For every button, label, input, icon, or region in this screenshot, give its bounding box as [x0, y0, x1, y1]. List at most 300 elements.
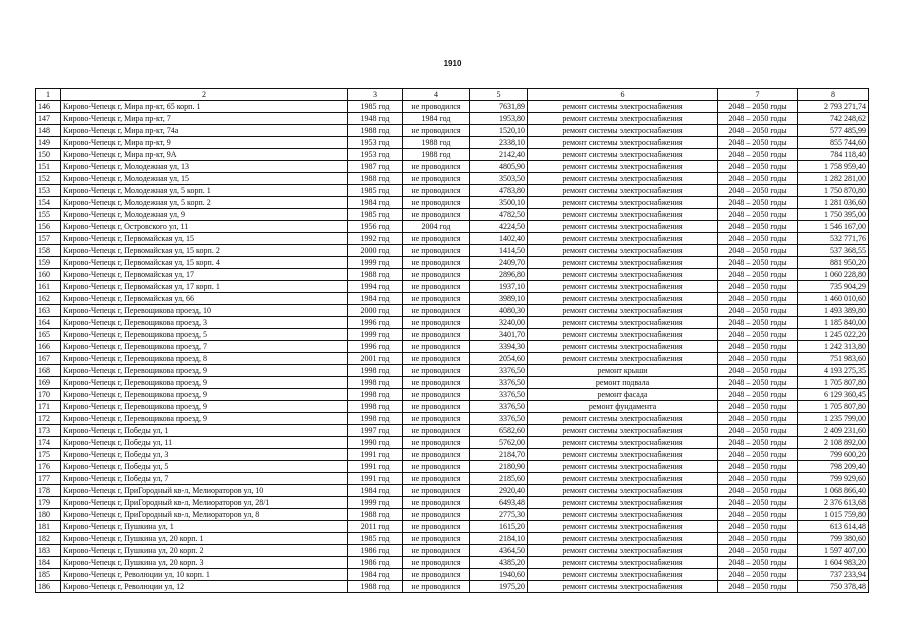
area-cell: 2409,70 — [470, 257, 528, 269]
table-row — [36, 125, 869, 137]
period-cell: 2048 – 2050 годы — [718, 209, 798, 221]
area-cell: 4224,50 — [470, 221, 528, 233]
area-cell: 3503,50 — [470, 173, 528, 185]
period-cell: 2048 – 2050 годы — [718, 449, 798, 461]
work-type-cell: ремонт системы электроснабжения — [528, 221, 718, 233]
area-cell: 2180,90 — [470, 461, 528, 473]
cost-cell: 798 209,40 — [798, 461, 869, 473]
work-type-cell: ремонт системы электроснабжения — [528, 449, 718, 461]
work-type-cell: ремонт системы электроснабжения — [528, 533, 718, 545]
column-header: 3 — [348, 89, 403, 101]
table-row — [36, 233, 869, 245]
area-cell: 2142,40 — [470, 149, 528, 161]
row-number-cell: 164 — [36, 317, 61, 329]
cost-cell: 1 705 807,80 — [798, 401, 869, 413]
table-row — [36, 329, 869, 341]
cost-cell: 799 380,60 — [798, 533, 869, 545]
period-cell: 2048 – 2050 годы — [718, 101, 798, 113]
cost-cell: 2 108 892,00 — [798, 437, 869, 449]
build-year-cell: 2000 год — [348, 305, 403, 317]
area-cell: 4805,90 — [470, 161, 528, 173]
cost-cell: 881 950,20 — [798, 257, 869, 269]
cost-cell: 1 015 759,80 — [798, 509, 869, 521]
address-cell: Кирово-Чепецк г, Пушкина ул, 1 — [61, 521, 348, 533]
cost-cell: 1 185 840,00 — [798, 317, 869, 329]
period-cell: 2048 – 2050 годы — [718, 485, 798, 497]
last-repair-cell: 1988 год — [403, 149, 470, 161]
last-repair-cell: не проводился — [403, 533, 470, 545]
period-cell: 2048 – 2050 годы — [718, 137, 798, 149]
table-row — [36, 317, 869, 329]
build-year-cell: 1988 год — [348, 173, 403, 185]
build-year-cell: 1988 год — [348, 509, 403, 521]
column-header: 1 — [36, 89, 61, 101]
area-cell: 2054,60 — [470, 353, 528, 365]
row-number-cell: 180 — [36, 509, 61, 521]
last-repair-cell: не проводился — [403, 557, 470, 569]
last-repair-cell: не проводился — [403, 353, 470, 365]
work-type-cell: ремонт системы электроснабжения — [528, 437, 718, 449]
period-cell: 2048 – 2050 годы — [718, 437, 798, 449]
row-number-cell: 153 — [36, 185, 61, 197]
cost-cell: 1 281 036,60 — [798, 197, 869, 209]
row-number-cell: 154 — [36, 197, 61, 209]
period-cell: 2048 – 2050 годы — [718, 497, 798, 509]
build-year-cell: 1984 год — [348, 293, 403, 305]
period-cell: 2048 – 2050 годы — [718, 461, 798, 473]
cost-cell: 1 597 407,00 — [798, 545, 869, 557]
row-number-cell: 177 — [36, 473, 61, 485]
work-type-cell: ремонт фундамента — [528, 401, 718, 413]
work-type-cell: ремонт системы электроснабжения — [528, 149, 718, 161]
address-cell: Кирово-Чепецк г, Мира пр-кт, 9А — [61, 149, 348, 161]
address-cell: Кирово-Чепецк г, Первомайская ул, 17 корп. 1 — [61, 281, 348, 293]
build-year-cell: 1991 год — [348, 461, 403, 473]
area-cell: 6582,60 — [470, 425, 528, 437]
build-year-cell: 1988 год — [348, 269, 403, 281]
work-type-cell: ремонт системы электроснабжения — [528, 257, 718, 269]
table-row — [36, 185, 869, 197]
last-repair-cell: не проводился — [403, 449, 470, 461]
address-cell: Кирово-Чепецк г, Перевощикова проезд, 9 — [61, 413, 348, 425]
area-cell: 4080,30 — [470, 305, 528, 317]
table-row — [36, 137, 869, 149]
area-cell: 2775,30 — [470, 509, 528, 521]
address-cell: Кирово-Чепецк г, ПриГородный кв-л, Мелиораторов ул, 8 — [61, 509, 348, 521]
column-header: 4 — [403, 89, 470, 101]
period-cell: 2048 – 2050 годы — [718, 545, 798, 557]
work-type-cell: ремонт системы электроснабжения — [528, 521, 718, 533]
work-type-cell: ремонт системы электроснабжения — [528, 113, 718, 125]
cost-cell: 1 546 167,00 — [798, 221, 869, 233]
last-repair-cell: не проводился — [403, 509, 470, 521]
last-repair-cell: не проводился — [403, 305, 470, 317]
address-cell: Кирово-Чепецк г, Перевощикова проезд, 9 — [61, 365, 348, 377]
row-number-cell: 184 — [36, 557, 61, 569]
last-repair-cell: не проводился — [403, 473, 470, 485]
address-cell: Кирово-Чепецк г, ПриГородный кв-л, Мелиораторов ул, 28/1 — [61, 497, 348, 509]
work-type-cell: ремонт системы электроснабжения — [528, 497, 718, 509]
period-cell: 2048 – 2050 годы — [718, 317, 798, 329]
period-cell: 2048 – 2050 годы — [718, 113, 798, 125]
address-cell: Кирово-Чепецк г, Революции ул, 10 корп. 1 — [61, 569, 348, 581]
period-cell: 2048 – 2050 годы — [718, 185, 798, 197]
build-year-cell: 1953 год — [348, 137, 403, 149]
build-year-cell: 1985 год — [348, 209, 403, 221]
last-repair-cell: 1988 год — [403, 137, 470, 149]
last-repair-cell: не проводился — [403, 389, 470, 401]
table-row — [36, 581, 869, 593]
row-number-cell: 157 — [36, 233, 61, 245]
work-type-cell: ремонт системы электроснабжения — [528, 485, 718, 497]
table-row — [36, 149, 869, 161]
table-row — [36, 305, 869, 317]
address-cell: Кирово-Чепецк г, Перевощикова проезд, 7 — [61, 341, 348, 353]
build-year-cell: 1998 год — [348, 377, 403, 389]
area-cell: 4782,50 — [470, 209, 528, 221]
last-repair-cell: не проводился — [403, 161, 470, 173]
build-year-cell: 1953 год — [348, 149, 403, 161]
area-cell: 3376,50 — [470, 365, 528, 377]
area-cell: 1937,10 — [470, 281, 528, 293]
build-year-cell: 1998 год — [348, 413, 403, 425]
period-cell: 2048 – 2050 годы — [718, 413, 798, 425]
cost-cell: 1 604 983,20 — [798, 557, 869, 569]
address-cell: Кирово-Чепецк г, Перевощикова проезд, 9 — [61, 377, 348, 389]
build-year-cell: 1985 год — [348, 101, 403, 113]
work-type-cell: ремонт подвала — [528, 377, 718, 389]
last-repair-cell: не проводился — [403, 173, 470, 185]
area-cell: 1615,20 — [470, 521, 528, 533]
work-type-cell: ремонт системы электроснабжения — [528, 425, 718, 437]
build-year-cell: 1986 год — [348, 545, 403, 557]
work-type-cell: ремонт системы электроснабжения — [528, 569, 718, 581]
table-row — [36, 569, 869, 581]
row-number-cell: 161 — [36, 281, 61, 293]
cost-cell: 1 460 010,60 — [798, 293, 869, 305]
build-year-cell: 1996 год — [348, 341, 403, 353]
cost-cell: 751 983,60 — [798, 353, 869, 365]
table-row — [36, 473, 869, 485]
work-type-cell: ремонт системы электроснабжения — [528, 233, 718, 245]
address-cell: Кирово-Чепецк г, Перевощикова проезд, 9 — [61, 401, 348, 413]
work-type-cell: ремонт системы электроснабжения — [528, 269, 718, 281]
row-number-cell: 166 — [36, 341, 61, 353]
area-cell: 2184,70 — [470, 449, 528, 461]
row-number-cell: 170 — [36, 389, 61, 401]
area-cell: 1975,20 — [470, 581, 528, 593]
column-header: 5 — [470, 89, 528, 101]
row-number-cell: 181 — [36, 521, 61, 533]
row-number-cell: 183 — [36, 545, 61, 557]
last-repair-cell: не проводился — [403, 545, 470, 557]
cost-cell: 1 068 866,40 — [798, 485, 869, 497]
table-row — [36, 221, 869, 233]
cost-cell: 2 409 231,60 — [798, 425, 869, 437]
period-cell: 2048 – 2050 годы — [718, 149, 798, 161]
area-cell: 3376,50 — [470, 413, 528, 425]
work-type-cell: ремонт системы электроснабжения — [528, 353, 718, 365]
table-row — [36, 521, 869, 533]
cost-cell: 1 242 313,80 — [798, 341, 869, 353]
row-number-cell: 148 — [36, 125, 61, 137]
build-year-cell: 1987 год — [348, 161, 403, 173]
build-year-cell: 1991 год — [348, 449, 403, 461]
address-cell: Кирово-Чепецк г, Мира пр-кт, 74а — [61, 125, 348, 137]
cost-cell: 1 235 799,00 — [798, 413, 869, 425]
address-cell: Кирово-Чепецк г, Перевощикова проезд, 8 — [61, 353, 348, 365]
build-year-cell: 1994 год — [348, 281, 403, 293]
cost-cell: 1 493 389,80 — [798, 305, 869, 317]
address-cell: Кирово-Чепецк г, Островского ул, 11 — [61, 221, 348, 233]
row-number-cell: 158 — [36, 245, 61, 257]
address-cell: Кирово-Чепецк г, Молодежная ул, 15 — [61, 173, 348, 185]
row-number-cell: 151 — [36, 161, 61, 173]
row-number-cell: 152 — [36, 173, 61, 185]
address-cell: Кирово-Чепецк г, Мира пр-кт, 7 — [61, 113, 348, 125]
area-cell: 1414,50 — [470, 245, 528, 257]
build-year-cell: 1991 год — [348, 473, 403, 485]
table-row — [36, 281, 869, 293]
table-row — [36, 557, 869, 569]
last-repair-cell: не проводился — [403, 581, 470, 593]
last-repair-cell: не проводился — [403, 341, 470, 353]
table-row — [36, 101, 869, 113]
cost-cell: 737 233,94 — [798, 569, 869, 581]
column-header: 2 — [61, 89, 348, 101]
last-repair-cell: не проводился — [403, 377, 470, 389]
table-row — [36, 413, 869, 425]
cost-cell: 2 376 613,68 — [798, 497, 869, 509]
build-year-cell: 1999 год — [348, 497, 403, 509]
address-cell: Кирово-Чепецк г, Первомайская ул, 15 корп. 4 — [61, 257, 348, 269]
area-cell: 2184,10 — [470, 533, 528, 545]
build-year-cell: 1992 год — [348, 233, 403, 245]
work-type-cell: ремонт системы электроснабжения — [528, 329, 718, 341]
work-type-cell: ремонт системы электроснабжения — [528, 281, 718, 293]
area-cell: 4783,80 — [470, 185, 528, 197]
period-cell: 2048 – 2050 годы — [718, 569, 798, 581]
period-cell: 2048 – 2050 годы — [718, 509, 798, 521]
period-cell: 2048 – 2050 годы — [718, 401, 798, 413]
cost-cell: 742 248,62 — [798, 113, 869, 125]
cost-cell: 4 193 275,35 — [798, 365, 869, 377]
period-cell: 2048 – 2050 годы — [718, 221, 798, 233]
row-number-cell: 176 — [36, 461, 61, 473]
build-year-cell: 1984 год — [348, 569, 403, 581]
cost-cell: 1 705 807,80 — [798, 377, 869, 389]
row-number-cell: 168 — [36, 365, 61, 377]
work-type-cell: ремонт системы электроснабжения — [528, 245, 718, 257]
table-row — [36, 485, 869, 497]
row-number-cell: 155 — [36, 209, 61, 221]
area-cell: 3989,10 — [470, 293, 528, 305]
last-repair-cell: не проводился — [403, 197, 470, 209]
last-repair-cell: не проводился — [403, 437, 470, 449]
build-year-cell: 1984 год — [348, 485, 403, 497]
build-year-cell: 1990 год — [348, 437, 403, 449]
cost-cell: 613 614,48 — [798, 521, 869, 533]
row-number-cell: 179 — [36, 497, 61, 509]
row-number-cell: 186 — [36, 581, 61, 593]
last-repair-cell: не проводился — [403, 209, 470, 221]
table-row — [36, 401, 869, 413]
period-cell: 2048 – 2050 годы — [718, 329, 798, 341]
row-number-cell: 150 — [36, 149, 61, 161]
last-repair-cell: не проводился — [403, 401, 470, 413]
build-year-cell: 2001 год — [348, 353, 403, 365]
table-row — [36, 161, 869, 173]
period-cell: 2048 – 2050 годы — [718, 425, 798, 437]
period-cell: 2048 – 2050 годы — [718, 581, 798, 593]
row-number-cell: 169 — [36, 377, 61, 389]
cost-cell: 1 060 228,80 — [798, 269, 869, 281]
work-type-cell: ремонт системы электроснабжения — [528, 173, 718, 185]
last-repair-cell: не проводился — [403, 185, 470, 197]
repair-schedule-table — [35, 88, 869, 593]
address-cell: Кирово-Чепецк г, Первомайская ул, 15 корп. 2 — [61, 245, 348, 257]
period-cell: 2048 – 2050 годы — [718, 377, 798, 389]
last-repair-cell: не проводился — [403, 461, 470, 473]
row-number-cell: 178 — [36, 485, 61, 497]
work-type-cell: ремонт системы электроснабжения — [528, 557, 718, 569]
last-repair-cell: не проводился — [403, 485, 470, 497]
period-cell: 2048 – 2050 годы — [718, 557, 798, 569]
address-cell: Кирово-Чепецк г, Мира пр-кт, 65 корп. 1 — [61, 101, 348, 113]
period-cell: 2048 – 2050 годы — [718, 281, 798, 293]
table-row — [36, 509, 869, 521]
area-cell: 4385,20 — [470, 557, 528, 569]
table-row — [36, 497, 869, 509]
column-header: 6 — [528, 89, 718, 101]
work-type-cell: ремонт системы электроснабжения — [528, 473, 718, 485]
cost-cell: 735 904,29 — [798, 281, 869, 293]
period-cell: 2048 – 2050 годы — [718, 161, 798, 173]
period-cell: 2048 – 2050 годы — [718, 269, 798, 281]
address-cell: Кирово-Чепецк г, Молодежная ул, 9 — [61, 209, 348, 221]
cost-cell: 1 750 870,80 — [798, 185, 869, 197]
row-number-cell: 167 — [36, 353, 61, 365]
period-cell: 2048 – 2050 годы — [718, 341, 798, 353]
address-cell: Кирово-Чепецк г, Победы ул, 7 — [61, 473, 348, 485]
build-year-cell: 1988 год — [348, 125, 403, 137]
build-year-cell: 1986 год — [348, 557, 403, 569]
work-type-cell: ремонт системы электроснабжения — [528, 185, 718, 197]
cost-cell: 799 929,60 — [798, 473, 869, 485]
table-row — [36, 245, 869, 257]
column-number-row — [36, 89, 869, 101]
period-cell: 2048 – 2050 годы — [718, 389, 798, 401]
area-cell: 6493,48 — [470, 497, 528, 509]
table-row — [36, 209, 869, 221]
cost-cell: 750 378,48 — [798, 581, 869, 593]
row-number-cell: 182 — [36, 533, 61, 545]
build-year-cell: 1999 год — [348, 257, 403, 269]
build-year-cell: 1998 год — [348, 365, 403, 377]
period-cell: 2048 – 2050 годы — [718, 173, 798, 185]
area-cell: 1520,10 — [470, 125, 528, 137]
address-cell: Кирово-Чепецк г, ПриГородный кв-л, Мелиораторов ул, 10 — [61, 485, 348, 497]
address-cell: Кирово-Чепецк г, Пушкина ул, 20 корп. 2 — [61, 545, 348, 557]
cost-cell: 6 129 360,45 — [798, 389, 869, 401]
work-type-cell: ремонт системы электроснабжения — [528, 137, 718, 149]
address-cell: Кирово-Чепецк г, Победы ул, 5 — [61, 461, 348, 473]
address-cell: Кирово-Чепецк г, Перевощикова проезд, 10 — [61, 305, 348, 317]
cost-cell: 2 793 271,74 — [798, 101, 869, 113]
row-number-cell: 173 — [36, 425, 61, 437]
table-row — [36, 173, 869, 185]
row-number-cell: 162 — [36, 293, 61, 305]
period-cell: 2048 – 2050 годы — [718, 125, 798, 137]
column-header: 8 — [798, 89, 869, 101]
table-row — [36, 197, 869, 209]
row-number-cell: 149 — [36, 137, 61, 149]
row-number-cell: 185 — [36, 569, 61, 581]
table-row — [36, 377, 869, 389]
period-cell: 2048 – 2050 годы — [718, 473, 798, 485]
area-cell: 3376,50 — [470, 401, 528, 413]
work-type-cell: ремонт системы электроснабжения — [528, 209, 718, 221]
table-row — [36, 269, 869, 281]
area-cell: 3376,50 — [470, 377, 528, 389]
table-row — [36, 425, 869, 437]
cost-cell: 577 485,99 — [798, 125, 869, 137]
table-row — [36, 437, 869, 449]
build-year-cell: 1985 год — [348, 533, 403, 545]
address-cell: Кирово-Чепецк г, Победы ул, 1 — [61, 425, 348, 437]
table-row — [36, 341, 869, 353]
work-type-cell: ремонт системы электроснабжения — [528, 341, 718, 353]
table-row — [36, 257, 869, 269]
build-year-cell: 1988 год — [348, 581, 403, 593]
last-repair-cell: не проводился — [403, 101, 470, 113]
table-row — [36, 113, 869, 125]
address-cell: Кирово-Чепецк г, Молодежная ул, 5 корп. 2 — [61, 197, 348, 209]
cost-cell: 1 750 395,00 — [798, 209, 869, 221]
area-cell: 7631,89 — [470, 101, 528, 113]
last-repair-cell: не проводился — [403, 269, 470, 281]
last-repair-cell: не проводился — [403, 425, 470, 437]
build-year-cell: 1998 год — [348, 389, 403, 401]
row-number-cell: 163 — [36, 305, 61, 317]
row-number-cell: 175 — [36, 449, 61, 461]
build-year-cell: 1998 год — [348, 401, 403, 413]
area-cell: 3240,00 — [470, 317, 528, 329]
area-cell: 2338,10 — [470, 137, 528, 149]
column-header: 7 — [718, 89, 798, 101]
area-cell: 3401,70 — [470, 329, 528, 341]
period-cell: 2048 – 2050 годы — [718, 293, 798, 305]
area-cell: 3394,30 — [470, 341, 528, 353]
area-cell: 3376,50 — [470, 389, 528, 401]
cost-cell: 1 758 959,40 — [798, 161, 869, 173]
period-cell: 2048 – 2050 годы — [718, 245, 798, 257]
table-row — [36, 353, 869, 365]
last-repair-cell: 1984 год — [403, 113, 470, 125]
last-repair-cell: не проводился — [403, 413, 470, 425]
work-type-cell: ремонт фасада — [528, 389, 718, 401]
area-cell: 2920,40 — [470, 485, 528, 497]
build-year-cell: 1997 год — [348, 425, 403, 437]
last-repair-cell: не проводился — [403, 281, 470, 293]
address-cell: Кирово-Чепецк г, Мира пр-кт, 9 — [61, 137, 348, 149]
work-type-cell: ремонт системы электроснабжения — [528, 125, 718, 137]
period-cell: 2048 – 2050 годы — [718, 533, 798, 545]
row-number-cell: 156 — [36, 221, 61, 233]
area-cell: 1940,60 — [470, 569, 528, 581]
last-repair-cell: не проводился — [403, 365, 470, 377]
cost-cell: 532 771,76 — [798, 233, 869, 245]
